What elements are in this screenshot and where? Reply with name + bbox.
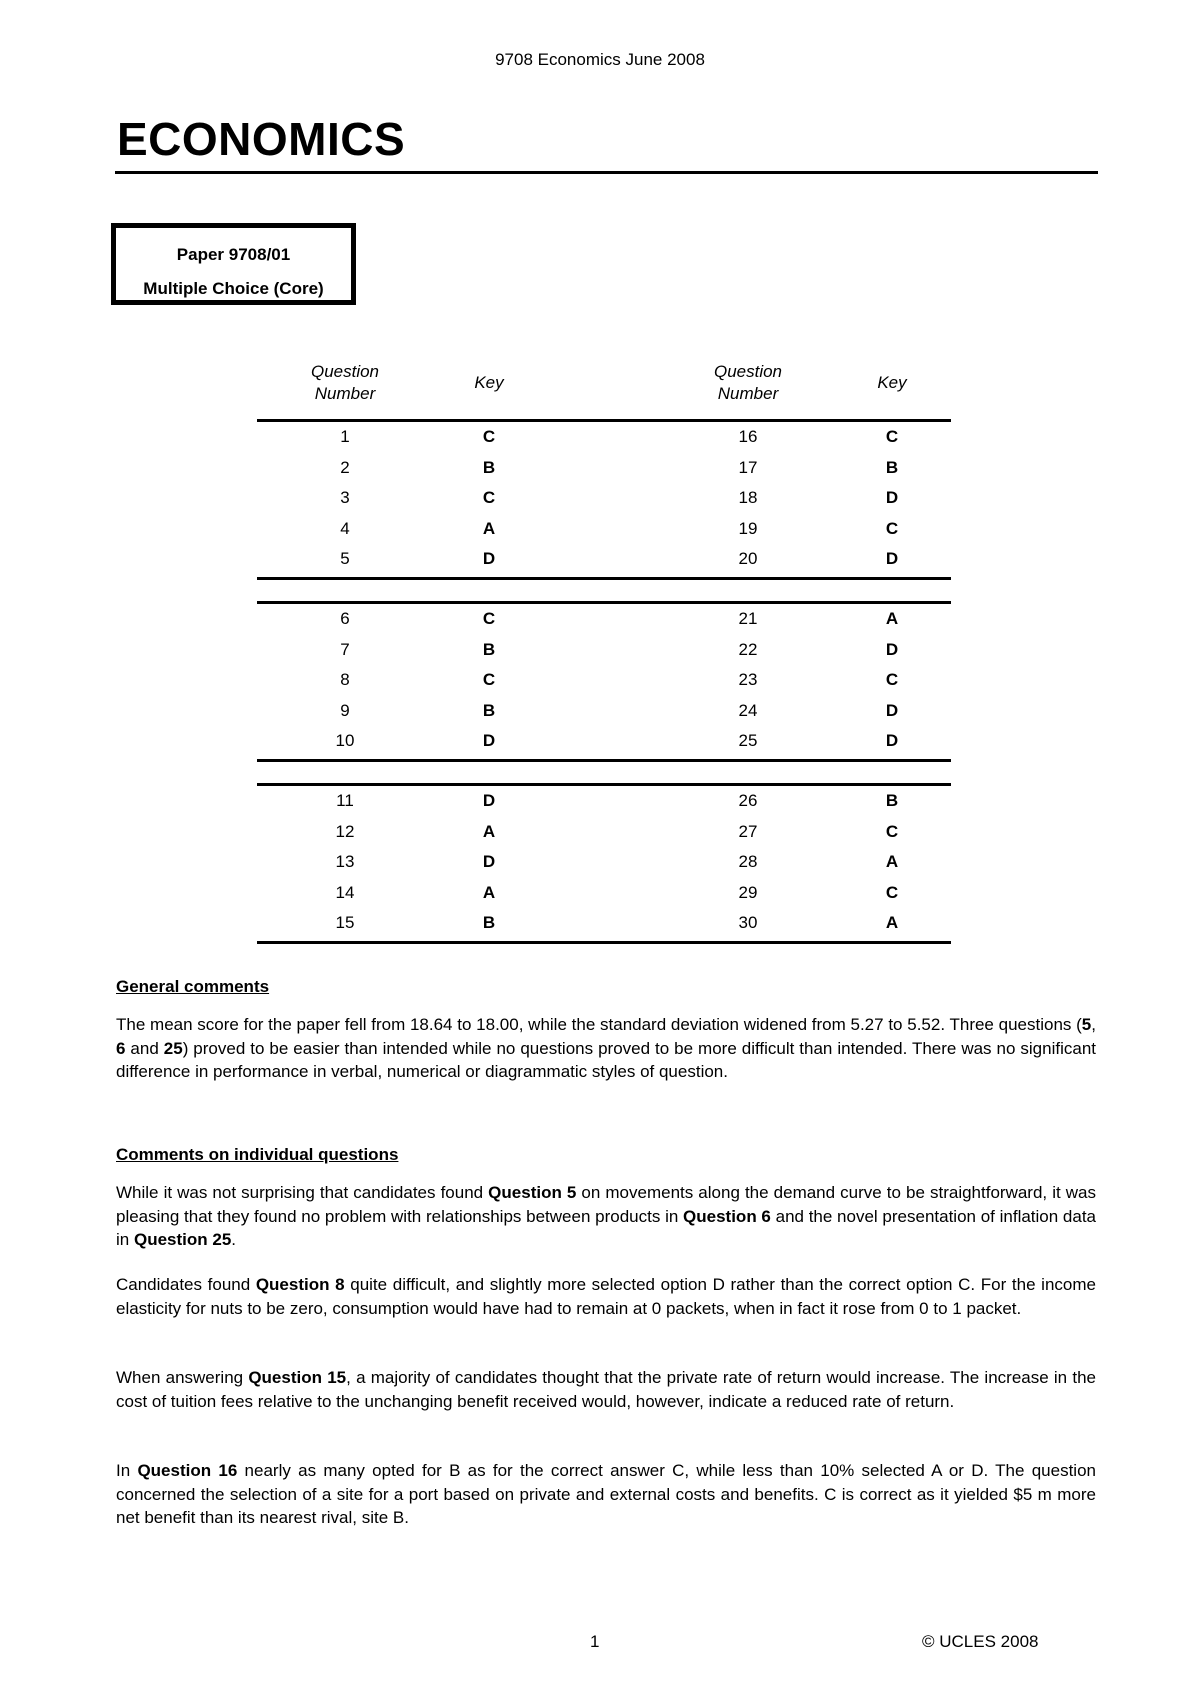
answer-key: B xyxy=(885,791,899,810)
question-number: 13 xyxy=(335,852,355,871)
question-number: 21 xyxy=(738,609,758,628)
answer-key: C xyxy=(482,609,496,628)
answer-key: C xyxy=(482,488,496,507)
question-number: 7 xyxy=(340,639,350,659)
answer-key: C xyxy=(885,427,899,446)
paper-code: Paper 9708/01 xyxy=(176,245,291,264)
individual-comments-heading: Comments on individual questions xyxy=(116,1145,399,1164)
question-number: 1 xyxy=(340,427,350,446)
answer-key: A xyxy=(482,882,496,902)
header-key: Key xyxy=(474,373,504,392)
table-row xyxy=(257,878,951,908)
table-header xyxy=(257,355,951,415)
table-rule xyxy=(257,759,951,762)
table-row xyxy=(257,696,951,726)
question-number: 11 xyxy=(336,791,354,810)
table-row xyxy=(257,726,951,756)
question-number: 12 xyxy=(335,821,355,841)
answer-key: B xyxy=(482,700,496,720)
question-number: 20 xyxy=(738,549,758,568)
answer-key: D xyxy=(482,731,496,750)
question-number: 8 xyxy=(340,670,350,689)
answer-key: D xyxy=(482,791,496,810)
table-row xyxy=(257,544,951,574)
answer-key: C xyxy=(885,670,899,689)
question-number: 25 xyxy=(738,731,758,750)
answer-key: C xyxy=(885,821,899,841)
table-row xyxy=(257,453,951,483)
question-number: 14 xyxy=(335,882,355,902)
question-number: 17 xyxy=(738,457,758,477)
answer-key: D xyxy=(885,639,899,659)
question-number: 27 xyxy=(738,821,758,841)
table-row xyxy=(257,908,951,938)
comment-question-8: Candidates found Question 8 quite difficult, and slightly more selected option D rather than the correct option C. For the income elasticity for nuts to be zero, consumption would have had to remain at 0 packets, when in fact it rose from 0 to 1 packet. xyxy=(116,1275,1096,1318)
question-number: 16 xyxy=(738,427,758,446)
answer-key: B xyxy=(482,639,496,659)
question-number: 24 xyxy=(738,700,758,720)
answer-key: A xyxy=(482,821,496,841)
page-number: 1 xyxy=(590,1632,600,1651)
answer-key: C xyxy=(885,882,899,902)
comment-question-16: In Question 16 nearly as many opted for B as for the correct answer C, while less than 10% selected A or D. The question concerned the selection of a site for a port based on private and external costs and benefits. C is correct as it yielded $5 m more net benefit than its nearest rival, site B. xyxy=(116,1461,1096,1527)
comment-question-15: When answering Question 15, a majority of candidates thought that the private rate of return would increase. The increase in the cost of tuition fees relative to the unchanging benefit received would, however, indicate a reduced rate of return. xyxy=(116,1368,1096,1411)
answer-key: D xyxy=(885,488,899,507)
answer-key: C xyxy=(482,427,496,446)
running-header: 9708 Economics June 2008 xyxy=(495,50,705,69)
paper-box xyxy=(111,223,356,305)
header-question-number: Question Number xyxy=(713,362,783,403)
table-rule xyxy=(257,941,951,944)
question-number: 26 xyxy=(738,791,758,810)
answer-key: D xyxy=(885,700,899,720)
paper-type: Multiple Choice (Core) xyxy=(143,279,324,298)
title-rule xyxy=(115,171,1098,174)
table-row xyxy=(257,817,951,847)
general-comments-heading: General comments xyxy=(116,977,270,996)
answer-key: D xyxy=(482,549,496,568)
comment-question-5-6-25: While it was not surprising that candidates found Question 5 on movements along the demand curve to be straightforward, it was pleasing that they found no problem with relationships between products in Question 6 and the novel presentation of inflation data in Question 25. xyxy=(116,1183,1097,1249)
question-number: 10 xyxy=(335,731,355,750)
table-rule xyxy=(257,577,951,580)
question-number: 23 xyxy=(738,670,758,689)
question-number: 5 xyxy=(340,549,350,568)
question-number: 4 xyxy=(340,518,350,538)
answer-key: B xyxy=(885,457,899,477)
table-row xyxy=(257,635,951,665)
table-row xyxy=(257,786,951,816)
header-question-number: Question Number xyxy=(310,362,380,403)
table-row xyxy=(257,483,951,513)
copyright: © UCLES 2008 xyxy=(922,1632,1039,1651)
answer-key: D xyxy=(885,549,899,568)
question-number: 30 xyxy=(738,913,758,932)
table-row xyxy=(257,514,951,544)
question-number: 6 xyxy=(340,609,350,628)
answer-key: D xyxy=(482,852,496,871)
answer-key: A xyxy=(885,913,899,932)
question-number: 2 xyxy=(340,457,350,477)
question-number: 9 xyxy=(340,700,350,720)
question-number: 19 xyxy=(738,518,758,538)
table-row xyxy=(257,665,951,695)
page-title: ECONOMICS xyxy=(117,113,406,165)
header-key: Key xyxy=(877,373,907,392)
answer-key: B xyxy=(482,913,496,932)
general-comments-paragraph: The mean score for the paper fell from 18.64 to 18.00, while the standard deviation widened from 5.27 to 5.52. Three questions (5, 6 and 25) proved to be easier than intended while no questions proved to be more difficult than intended. There was no significant difference in performance in verbal, numerical or diagrammatic styles of question. xyxy=(116,1015,1096,1081)
answer-key: A xyxy=(482,518,496,538)
answer-key: A xyxy=(885,609,899,628)
question-number: 18 xyxy=(738,488,758,507)
question-number: 22 xyxy=(738,639,758,659)
answer-key: A xyxy=(885,852,899,871)
table-row xyxy=(257,847,951,877)
answer-key: D xyxy=(885,731,899,750)
table-row xyxy=(257,604,951,634)
question-number: 3 xyxy=(340,488,350,507)
question-number: 28 xyxy=(738,852,758,871)
answer-key: B xyxy=(482,457,496,477)
answer-key: C xyxy=(482,670,496,689)
question-number: 15 xyxy=(335,913,355,932)
table-row xyxy=(257,422,951,452)
answer-key: C xyxy=(885,518,899,538)
question-number: 29 xyxy=(738,882,758,902)
